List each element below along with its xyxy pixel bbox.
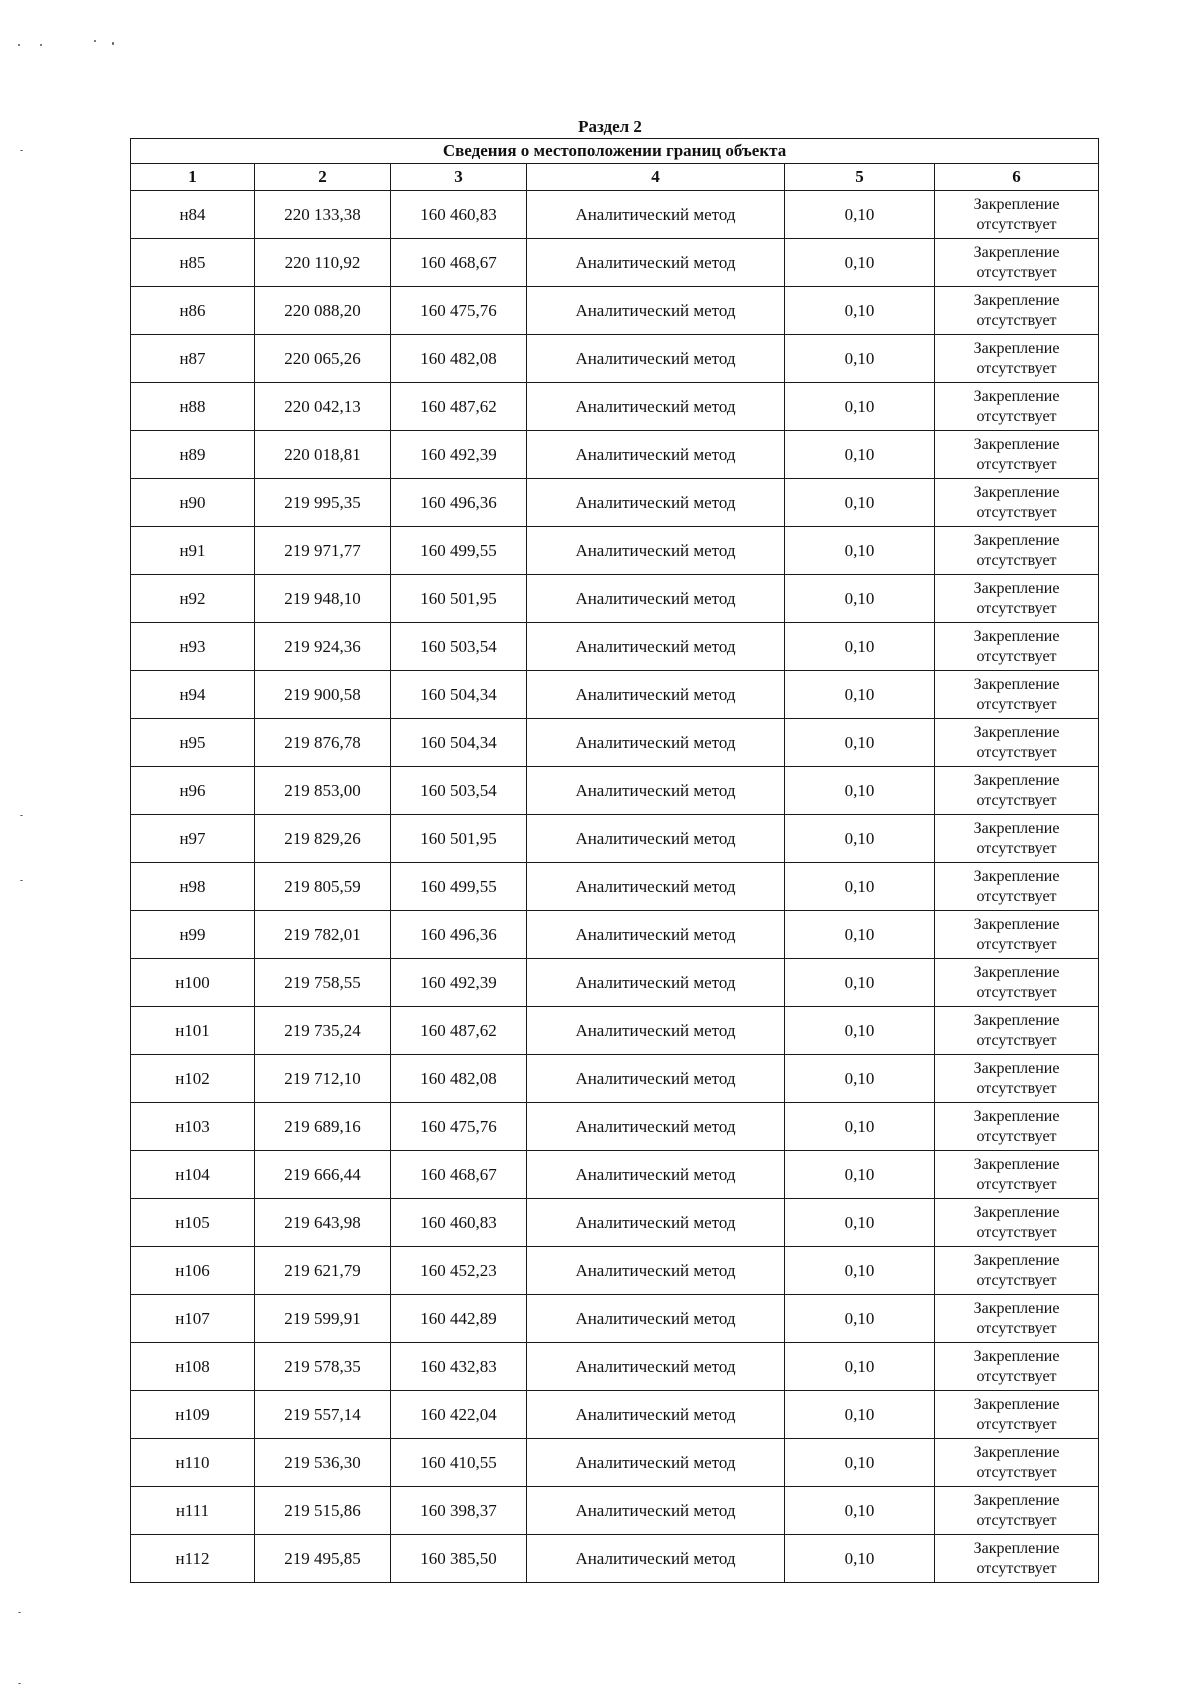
y-coordinate-cell: 160 482,08 <box>391 335 527 383</box>
method-cell: Аналитический метод <box>527 671 785 719</box>
method-cell: Аналитический метод <box>527 1343 785 1391</box>
x-coordinate-cell: 220 088,20 <box>255 287 391 335</box>
x-coordinate-cell: 219 735,24 <box>255 1007 391 1055</box>
fixing-cell: Закрепление отсутствует <box>935 1151 1099 1199</box>
x-coordinate-cell: 219 689,16 <box>255 1103 391 1151</box>
y-coordinate-cell: 160 496,36 <box>391 911 527 959</box>
method-cell: Аналитический метод <box>527 1487 785 1535</box>
fixing-cell: Закрепление отсутствует <box>935 431 1099 479</box>
x-coordinate-cell: 219 948,10 <box>255 575 391 623</box>
table-row <box>131 1343 1099 1391</box>
accuracy-cell: 0,10 <box>785 239 935 287</box>
table-row <box>131 1055 1099 1103</box>
method-cell: Аналитический метод <box>527 1007 785 1055</box>
fixing-cell: Закрепление отсутствует <box>935 671 1099 719</box>
y-coordinate-cell: 160 432,83 <box>391 1343 527 1391</box>
fixing-cell: Закрепление отсутствует <box>935 1247 1099 1295</box>
table-row <box>131 1199 1099 1247</box>
fixing-cell: Закрепление отсутствует <box>935 959 1099 1007</box>
accuracy-cell: 0,10 <box>785 767 935 815</box>
y-coordinate-cell: 160 398,37 <box>391 1487 527 1535</box>
point-cell: н108 <box>131 1343 255 1391</box>
point-cell: н109 <box>131 1391 255 1439</box>
method-cell: Аналитический метод <box>527 1391 785 1439</box>
accuracy-cell: 0,10 <box>785 191 935 239</box>
table-row <box>131 623 1099 671</box>
accuracy-cell: 0,10 <box>785 1199 935 1247</box>
table-row <box>131 191 1099 239</box>
fixing-cell: Закрепление отсутствует <box>935 719 1099 767</box>
table-row <box>131 863 1099 911</box>
accuracy-cell: 0,10 <box>785 959 935 1007</box>
table-row <box>131 815 1099 863</box>
y-coordinate-cell: 160 442,89 <box>391 1295 527 1343</box>
point-cell: н85 <box>131 239 255 287</box>
column-number-row <box>131 164 1099 191</box>
accuracy-cell: 0,10 <box>785 1055 935 1103</box>
x-coordinate-cell: 219 515,86 <box>255 1487 391 1535</box>
y-coordinate-cell: 160 422,04 <box>391 1391 527 1439</box>
point-cell: н101 <box>131 1007 255 1055</box>
y-coordinate-cell: 160 503,54 <box>391 623 527 671</box>
method-cell: Аналитический метод <box>527 911 785 959</box>
y-coordinate-cell: 160 503,54 <box>391 767 527 815</box>
table-row <box>131 959 1099 1007</box>
table-body <box>131 191 1099 1583</box>
point-cell: н104 <box>131 1151 255 1199</box>
boundary-table-wrapper <box>130 138 1098 1583</box>
scan-speck <box>20 880 23 881</box>
table-row <box>131 1247 1099 1295</box>
accuracy-cell: 0,10 <box>785 1247 935 1295</box>
table-caption: Сведения о местоположении границ объекта <box>131 139 1099 164</box>
x-coordinate-cell: 219 853,00 <box>255 767 391 815</box>
x-coordinate-cell: 219 971,77 <box>255 527 391 575</box>
fixing-cell: Закрепление отсутствует <box>935 287 1099 335</box>
method-cell: Аналитический метод <box>527 1535 785 1583</box>
x-coordinate-cell: 219 829,26 <box>255 815 391 863</box>
x-coordinate-cell: 219 758,55 <box>255 959 391 1007</box>
y-coordinate-cell: 160 475,76 <box>391 287 527 335</box>
scan-speck <box>94 40 96 42</box>
point-cell: н84 <box>131 191 255 239</box>
x-coordinate-cell: 219 900,58 <box>255 671 391 719</box>
y-coordinate-cell: 160 468,67 <box>391 1151 527 1199</box>
table-row <box>131 911 1099 959</box>
y-coordinate-cell: 160 492,39 <box>391 431 527 479</box>
fixing-cell: Закрепление отсутствует <box>935 383 1099 431</box>
table-row <box>131 1439 1099 1487</box>
column-number: 1 <box>131 164 255 191</box>
x-coordinate-cell: 220 018,81 <box>255 431 391 479</box>
scan-speck <box>112 42 114 45</box>
fixing-cell: Закрепление отсутствует <box>935 191 1099 239</box>
fixing-cell: Закрепление отсутствует <box>935 479 1099 527</box>
method-cell: Аналитический метод <box>527 575 785 623</box>
point-cell: н110 <box>131 1439 255 1487</box>
table-row <box>131 575 1099 623</box>
point-cell: н87 <box>131 335 255 383</box>
accuracy-cell: 0,10 <box>785 671 935 719</box>
point-cell: н94 <box>131 671 255 719</box>
table-row <box>131 1103 1099 1151</box>
point-cell: н98 <box>131 863 255 911</box>
point-cell: н100 <box>131 959 255 1007</box>
accuracy-cell: 0,10 <box>785 1151 935 1199</box>
table-row <box>131 1391 1099 1439</box>
point-cell: н111 <box>131 1487 255 1535</box>
accuracy-cell: 0,10 <box>785 287 935 335</box>
scan-speck <box>20 815 23 816</box>
x-coordinate-cell: 219 536,30 <box>255 1439 391 1487</box>
accuracy-cell: 0,10 <box>785 1343 935 1391</box>
method-cell: Аналитический метод <box>527 959 785 1007</box>
point-cell: н102 <box>131 1055 255 1103</box>
method-cell: Аналитический метод <box>527 1199 785 1247</box>
accuracy-cell: 0,10 <box>785 1535 935 1583</box>
fixing-cell: Закрепление отсутствует <box>935 815 1099 863</box>
y-coordinate-cell: 160 501,95 <box>391 815 527 863</box>
y-coordinate-cell: 160 468,67 <box>391 239 527 287</box>
accuracy-cell: 0,10 <box>785 863 935 911</box>
x-coordinate-cell: 220 133,38 <box>255 191 391 239</box>
x-coordinate-cell: 219 876,78 <box>255 719 391 767</box>
accuracy-cell: 0,10 <box>785 383 935 431</box>
method-cell: Аналитический метод <box>527 191 785 239</box>
scan-speck <box>20 150 23 151</box>
fixing-cell: Закрепление отсутствует <box>935 1007 1099 1055</box>
accuracy-cell: 0,10 <box>785 1439 935 1487</box>
accuracy-cell: 0,10 <box>785 431 935 479</box>
fixing-cell: Закрепление отсутствует <box>935 911 1099 959</box>
accuracy-cell: 0,10 <box>785 479 935 527</box>
table-row <box>131 719 1099 767</box>
table-caption-row <box>131 139 1099 164</box>
y-coordinate-cell: 160 475,76 <box>391 1103 527 1151</box>
accuracy-cell: 0,10 <box>785 575 935 623</box>
y-coordinate-cell: 160 385,50 <box>391 1535 527 1583</box>
table-row <box>131 767 1099 815</box>
fixing-cell: Закрепление отсутствует <box>935 1295 1099 1343</box>
y-coordinate-cell: 160 501,95 <box>391 575 527 623</box>
scan-speck <box>18 1683 21 1684</box>
point-cell: н86 <box>131 287 255 335</box>
accuracy-cell: 0,10 <box>785 1487 935 1535</box>
x-coordinate-cell: 220 110,92 <box>255 239 391 287</box>
accuracy-cell: 0,10 <box>785 911 935 959</box>
x-coordinate-cell: 219 782,01 <box>255 911 391 959</box>
fixing-cell: Закрепление отсутствует <box>935 1391 1099 1439</box>
column-number: 5 <box>785 164 935 191</box>
y-coordinate-cell: 160 452,23 <box>391 1247 527 1295</box>
method-cell: Аналитический метод <box>527 1295 785 1343</box>
table-row <box>131 1487 1099 1535</box>
method-cell: Аналитический метод <box>527 1103 785 1151</box>
method-cell: Аналитический метод <box>527 479 785 527</box>
x-coordinate-cell: 219 557,14 <box>255 1391 391 1439</box>
table-row <box>131 479 1099 527</box>
point-cell: н93 <box>131 623 255 671</box>
scan-speck <box>18 44 20 46</box>
method-cell: Аналитический метод <box>527 719 785 767</box>
table-row <box>131 287 1099 335</box>
x-coordinate-cell: 219 805,59 <box>255 863 391 911</box>
table-row <box>131 1535 1099 1583</box>
fixing-cell: Закрепление отсутствует <box>935 575 1099 623</box>
x-coordinate-cell: 220 065,26 <box>255 335 391 383</box>
point-cell: н89 <box>131 431 255 479</box>
method-cell: Аналитический метод <box>527 1247 785 1295</box>
point-cell: н112 <box>131 1535 255 1583</box>
column-number: 3 <box>391 164 527 191</box>
fixing-cell: Закрепление отсутствует <box>935 239 1099 287</box>
x-coordinate-cell: 219 578,35 <box>255 1343 391 1391</box>
point-cell: н92 <box>131 575 255 623</box>
scan-speck <box>18 1612 21 1613</box>
table-row <box>131 335 1099 383</box>
method-cell: Аналитический метод <box>527 527 785 575</box>
column-number: 4 <box>527 164 785 191</box>
method-cell: Аналитический метод <box>527 1055 785 1103</box>
method-cell: Аналитический метод <box>527 431 785 479</box>
x-coordinate-cell: 219 495,85 <box>255 1535 391 1583</box>
section-title: Раздел 2 <box>578 117 642 136</box>
method-cell: Аналитический метод <box>527 1151 785 1199</box>
fixing-cell: Закрепление отсутствует <box>935 1535 1099 1583</box>
accuracy-cell: 0,10 <box>785 527 935 575</box>
accuracy-cell: 0,10 <box>785 1391 935 1439</box>
accuracy-cell: 0,10 <box>785 719 935 767</box>
point-cell: н88 <box>131 383 255 431</box>
fixing-cell: Закрепление отсутствует <box>935 527 1099 575</box>
accuracy-cell: 0,10 <box>785 1103 935 1151</box>
table-row <box>131 671 1099 719</box>
x-coordinate-cell: 220 042,13 <box>255 383 391 431</box>
table-row <box>131 1151 1099 1199</box>
fixing-cell: Закрепление отсутствует <box>935 863 1099 911</box>
point-cell: н105 <box>131 1199 255 1247</box>
y-coordinate-cell: 160 499,55 <box>391 527 527 575</box>
accuracy-cell: 0,10 <box>785 1007 935 1055</box>
y-coordinate-cell: 160 487,62 <box>391 383 527 431</box>
y-coordinate-cell: 160 496,36 <box>391 479 527 527</box>
fixing-cell: Закрепление отсутствует <box>935 623 1099 671</box>
y-coordinate-cell: 160 460,83 <box>391 191 527 239</box>
column-number: 2 <box>255 164 391 191</box>
table-row <box>131 431 1099 479</box>
point-cell: н107 <box>131 1295 255 1343</box>
point-cell: н103 <box>131 1103 255 1151</box>
method-cell: Аналитический метод <box>527 239 785 287</box>
x-coordinate-cell: 219 621,79 <box>255 1247 391 1295</box>
y-coordinate-cell: 160 499,55 <box>391 863 527 911</box>
x-coordinate-cell: 219 712,10 <box>255 1055 391 1103</box>
fixing-cell: Закрепление отсутствует <box>935 1199 1099 1247</box>
method-cell: Аналитический метод <box>527 287 785 335</box>
fixing-cell: Закрепление отсутствует <box>935 1487 1099 1535</box>
point-cell: н95 <box>131 719 255 767</box>
column-number: 6 <box>935 164 1099 191</box>
y-coordinate-cell: 160 504,34 <box>391 719 527 767</box>
x-coordinate-cell: 219 599,91 <box>255 1295 391 1343</box>
accuracy-cell: 0,10 <box>785 335 935 383</box>
boundary-points-table <box>130 138 1099 1583</box>
fixing-cell: Закрепление отсутствует <box>935 1055 1099 1103</box>
method-cell: Аналитический метод <box>527 383 785 431</box>
method-cell: Аналитический метод <box>527 863 785 911</box>
scan-speck <box>40 44 42 46</box>
fixing-cell: Закрепление отсутствует <box>935 335 1099 383</box>
y-coordinate-cell: 160 504,34 <box>391 671 527 719</box>
table-row <box>131 383 1099 431</box>
point-cell: н106 <box>131 1247 255 1295</box>
accuracy-cell: 0,10 <box>785 1295 935 1343</box>
fixing-cell: Закрепление отсутствует <box>935 1439 1099 1487</box>
accuracy-cell: 0,10 <box>785 623 935 671</box>
fixing-cell: Закрепление отсутствует <box>935 767 1099 815</box>
table-row <box>131 1295 1099 1343</box>
method-cell: Аналитический метод <box>527 1439 785 1487</box>
point-cell: н97 <box>131 815 255 863</box>
method-cell: Аналитический метод <box>527 815 785 863</box>
x-coordinate-cell: 219 643,98 <box>255 1199 391 1247</box>
y-coordinate-cell: 160 410,55 <box>391 1439 527 1487</box>
point-cell: н91 <box>131 527 255 575</box>
y-coordinate-cell: 160 482,08 <box>391 1055 527 1103</box>
x-coordinate-cell: 219 995,35 <box>255 479 391 527</box>
y-coordinate-cell: 160 487,62 <box>391 1007 527 1055</box>
accuracy-cell: 0,10 <box>785 815 935 863</box>
point-cell: н99 <box>131 911 255 959</box>
point-cell: н96 <box>131 767 255 815</box>
y-coordinate-cell: 160 492,39 <box>391 959 527 1007</box>
y-coordinate-cell: 160 460,83 <box>391 1199 527 1247</box>
fixing-cell: Закрепление отсутствует <box>935 1103 1099 1151</box>
method-cell: Аналитический метод <box>527 767 785 815</box>
x-coordinate-cell: 219 666,44 <box>255 1151 391 1199</box>
method-cell: Аналитический метод <box>527 623 785 671</box>
table-row <box>131 527 1099 575</box>
table-row <box>131 1007 1099 1055</box>
method-cell: Аналитический метод <box>527 335 785 383</box>
x-coordinate-cell: 219 924,36 <box>255 623 391 671</box>
fixing-cell: Закрепление отсутствует <box>935 1343 1099 1391</box>
table-row <box>131 239 1099 287</box>
point-cell: н90 <box>131 479 255 527</box>
